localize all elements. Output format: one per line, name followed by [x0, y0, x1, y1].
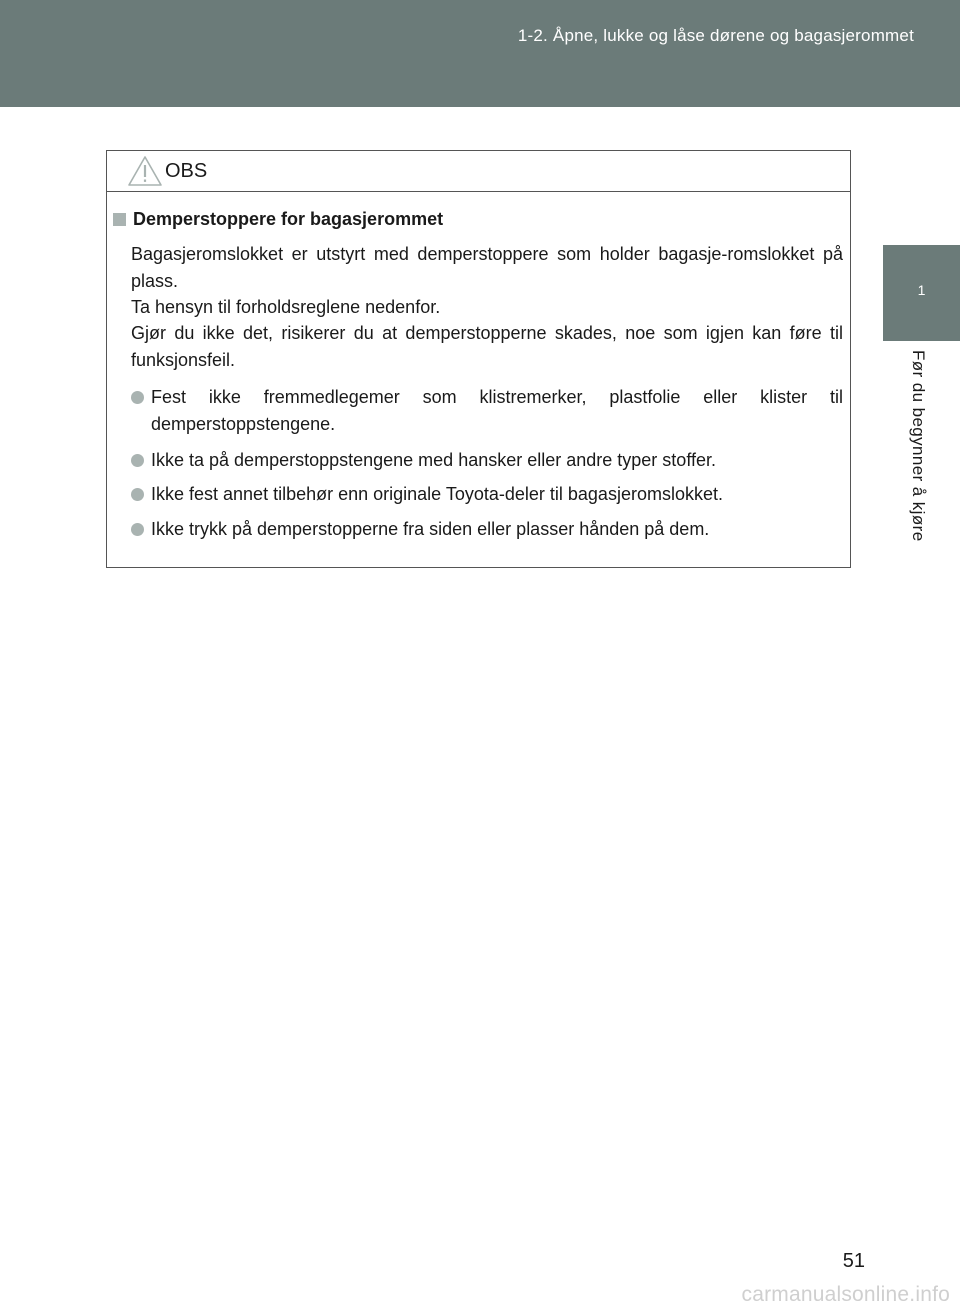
paragraph: Gjør du ikke det, risikerer du at demperstopperne skades, noe som igjen kan føre til funksjonsfeil. — [131, 323, 843, 370]
watermark: carmanualsonline.info — [741, 1283, 950, 1306]
bullet-dot-icon — [131, 481, 151, 508]
square-bullet-icon — [113, 213, 126, 226]
list-item — [131, 447, 843, 474]
page-number: 51 — [842, 1250, 865, 1272]
chapter-label: Før du begynner å kjøre — [909, 350, 928, 542]
chapter-number: 1 — [917, 282, 926, 298]
list-item — [131, 384, 843, 437]
bullet-dot-icon — [131, 447, 151, 474]
side-tab-spacer — [883, 107, 960, 245]
warning-triangle-icon — [127, 154, 163, 188]
caution-box — [106, 150, 851, 568]
paragraph: Ta hensyn til forholdsreglene nedenfor. — [131, 297, 441, 317]
section-heading — [113, 209, 443, 230]
caution-header — [107, 151, 850, 192]
caution-label: OBS — [165, 160, 208, 182]
bullet-dot-icon — [131, 516, 151, 543]
list-item-text: Fest ikke fremmedlegemer som klistremerker, plastfolie eller klister til demperstoppstengene. — [151, 387, 843, 434]
list-item — [131, 481, 843, 508]
header-bar — [0, 0, 960, 107]
paragraph: Bagasjeromslokket er utstyrt med demperstoppere som holder bagasje-romslokket på plass. — [131, 244, 843, 291]
list-item-text: Ikke trykk på demperstopperne fra siden eller plasser hånden på dem. — [151, 519, 710, 539]
section-heading-text: Demperstoppere for bagasjerommet — [133, 209, 444, 229]
section-title: 1-2. Åpne, lukke og låse dørene og bagasjerommet — [517, 26, 914, 45]
list-item — [131, 516, 843, 543]
list-item-text: Ikke fest annet tilbehør enn originale Toyota-deler til bagasjeromslokket. — [151, 484, 723, 504]
list-item-text: Ikke ta på demperstoppstengene med hansker eller andre typer stoffer. — [151, 450, 717, 470]
bullet-dot-icon — [131, 384, 151, 411]
